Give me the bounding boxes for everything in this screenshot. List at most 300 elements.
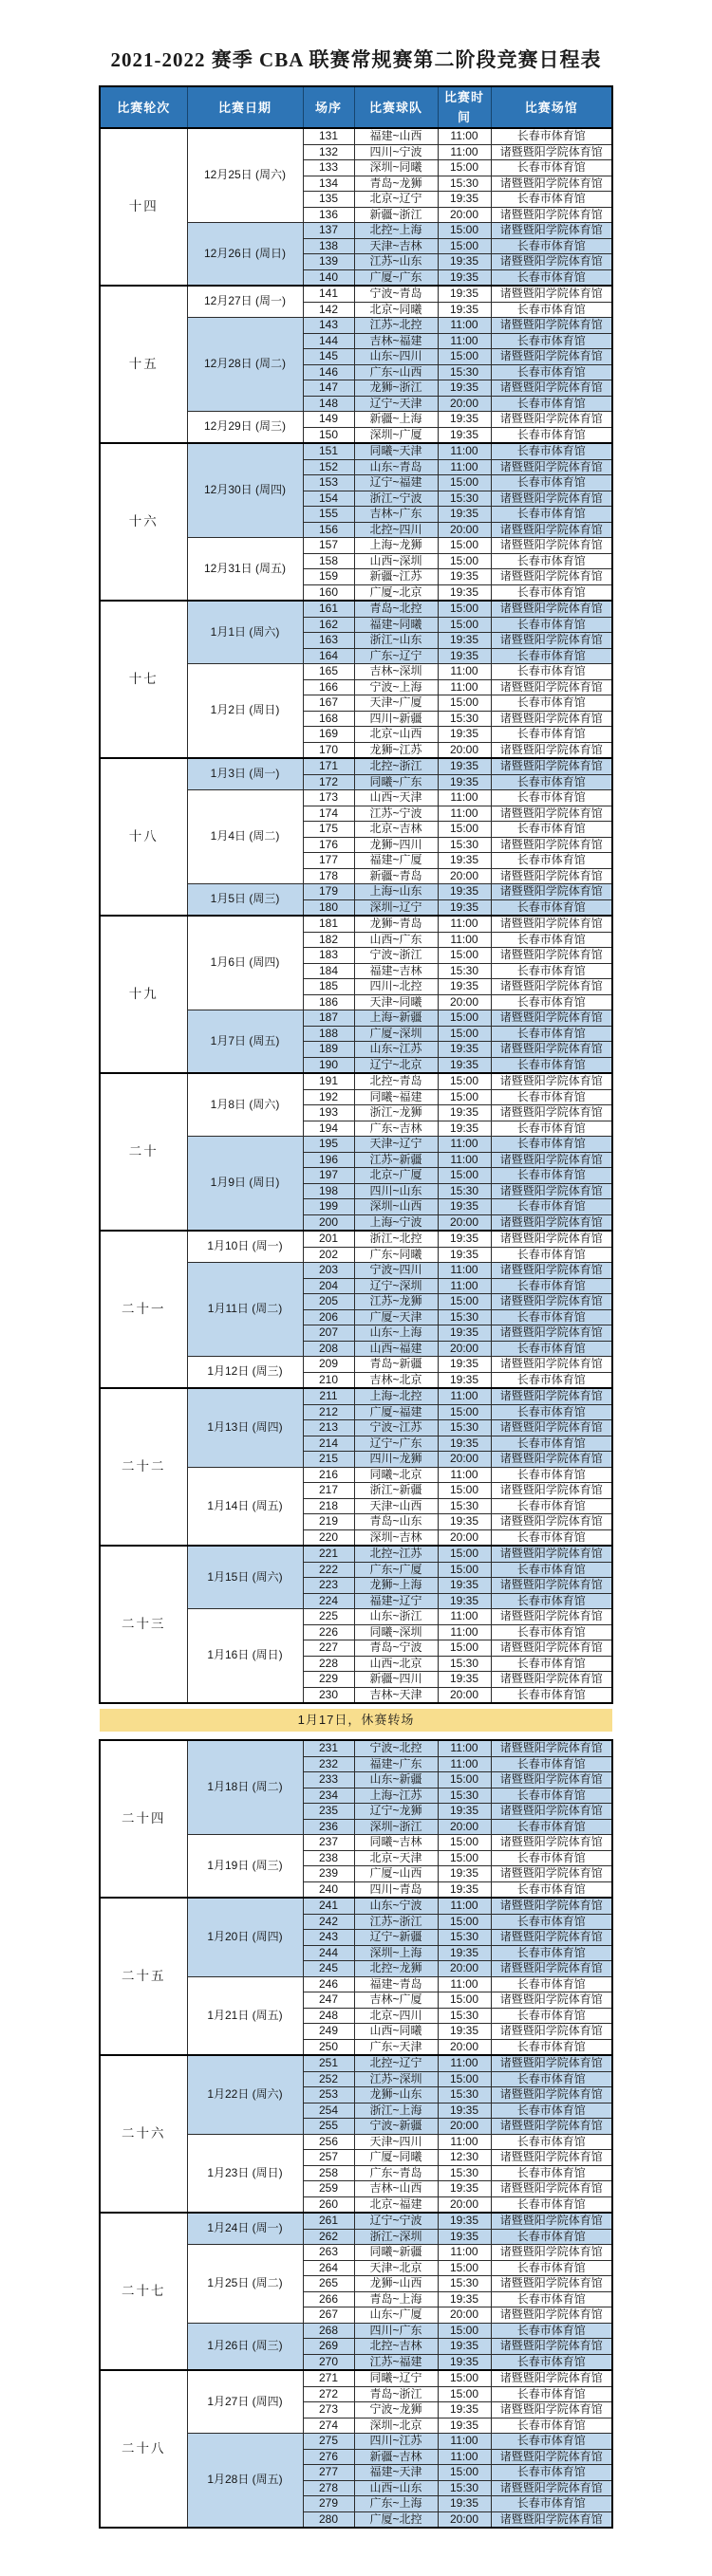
game-venue-cell: 长春市体育馆 xyxy=(491,333,612,349)
game-teams-cell: 江苏~新疆 xyxy=(354,1152,438,1168)
game-time-cell: 19:35 xyxy=(438,427,491,443)
header-row xyxy=(100,86,612,128)
game-venue-cell: 长春市体育馆 xyxy=(491,1089,612,1105)
game-no-cell: 146 xyxy=(303,364,354,380)
game-teams-cell: 浙江~宁波 xyxy=(354,491,438,507)
game-time-cell: 19:35 xyxy=(438,1105,491,1121)
date-cell: 1月28日 (周五) xyxy=(187,2434,303,2529)
game-time-cell: 11:00 xyxy=(438,1278,491,1294)
date-cell: 1月24日 (周一) xyxy=(187,2213,303,2245)
game-venue-cell: 长春市体育馆 xyxy=(491,1121,612,1137)
game-no-cell: 158 xyxy=(303,553,354,569)
game-teams-cell: 山东~新疆 xyxy=(354,1772,438,1788)
game-time-cell: 11:00 xyxy=(438,1609,491,1625)
game-row xyxy=(100,286,612,302)
game-venue-cell: 长春市体育馆 xyxy=(491,899,612,916)
game-no-cell: 229 xyxy=(303,1672,354,1688)
game-time-cell: 11:00 xyxy=(438,664,491,680)
page-title: 2021-2022 赛季 CBA 联赛常规赛第二阶段竞赛日程表 xyxy=(110,48,602,71)
game-teams-cell: 四川~青岛 xyxy=(354,1881,438,1898)
game-time-cell: 11:00 xyxy=(438,1740,491,1756)
game-venue-cell: 诸暨暨阳学院体育馆 xyxy=(491,1672,612,1688)
game-time-cell: 11:00 xyxy=(438,2055,491,2071)
game-venue-cell: 长春市体育馆 xyxy=(491,1819,612,1835)
game-venue-cell: 诸暨暨阳学院体育馆 xyxy=(491,1772,612,1788)
game-teams-cell: 深圳~北京 xyxy=(354,2418,438,2434)
game-venue-cell: 诸暨暨阳学院体育馆 xyxy=(491,1325,612,1342)
date-cell: 1月13日 (周四) xyxy=(187,1388,303,1467)
game-time-cell: 11:00 xyxy=(438,1756,491,1772)
game-time-cell: 15:00 xyxy=(438,1089,491,1105)
round-cell: 二十五 xyxy=(100,1898,187,2055)
game-time-cell: 15:30 xyxy=(438,491,491,507)
game-time-cell: 15:00 xyxy=(438,2370,491,2386)
game-no-cell: 153 xyxy=(303,475,354,491)
game-venue-cell: 诸暨暨阳学院体育馆 xyxy=(491,1992,612,2009)
game-time-cell: 11:00 xyxy=(438,1263,491,1279)
game-no-cell: 187 xyxy=(303,1010,354,1027)
game-teams-cell: 山西~广东 xyxy=(354,932,438,948)
game-teams-cell: 青岛~山东 xyxy=(354,1514,438,1530)
round-cell: 二十四 xyxy=(100,1740,187,1898)
game-no-cell: 203 xyxy=(303,1263,354,1279)
game-time-cell: 11:00 xyxy=(438,333,491,349)
game-venue-cell: 长春市体育馆 xyxy=(491,2071,612,2087)
game-venue-cell: 诸暨暨阳学院体育馆 xyxy=(491,1514,612,1530)
game-row xyxy=(100,1546,612,1562)
game-time-cell: 19:35 xyxy=(438,584,491,601)
game-venue-cell: 诸暨暨阳学院体育馆 xyxy=(491,1105,612,1121)
game-venue-cell: 诸暨暨阳学院体育馆 xyxy=(491,1640,612,1657)
game-venue-cell: 诸暨暨阳学院体育馆 xyxy=(491,948,612,964)
date-cell: 12月26日 (周日) xyxy=(187,223,303,287)
game-no-cell: 199 xyxy=(303,1199,354,1215)
game-venue-cell: 诸暨暨阳学院体育馆 xyxy=(491,522,612,538)
game-teams-cell: 吉林~山西 xyxy=(354,2181,438,2197)
game-no-cell: 198 xyxy=(303,1183,354,1199)
game-no-cell: 135 xyxy=(303,192,354,208)
game-row xyxy=(100,1231,612,1247)
game-time-cell: 19:35 xyxy=(438,192,491,208)
game-time-cell: 19:35 xyxy=(438,2354,491,2370)
game-time-cell: 15:00 xyxy=(438,553,491,569)
game-venue-cell: 长春市体育馆 xyxy=(491,1372,612,1388)
game-no-cell: 209 xyxy=(303,1357,354,1373)
game-teams-cell: 天津~四川 xyxy=(354,2134,438,2150)
date-cell: 12月25日 (周六) xyxy=(187,128,303,223)
game-venue-cell: 长春市体育馆 xyxy=(491,2008,612,2024)
game-teams-cell: 宁波~龙狮 xyxy=(354,2402,438,2418)
game-no-cell: 174 xyxy=(303,806,354,822)
date-cell: 1月12日 (周三) xyxy=(187,1357,303,1389)
game-venue-cell: 长春市体育馆 xyxy=(491,2496,612,2512)
game-venue-cell: 诸暨暨阳学院体育馆 xyxy=(491,459,612,475)
game-no-cell: 165 xyxy=(303,664,354,680)
game-no-cell: 144 xyxy=(303,333,354,349)
game-no-cell: 252 xyxy=(303,2071,354,2087)
game-venue-cell: 长春市体育馆 xyxy=(491,2103,612,2119)
game-teams-cell: 北控~江苏 xyxy=(354,1546,438,1562)
game-no-cell: 142 xyxy=(303,302,354,318)
game-time-cell: 15:00 xyxy=(438,238,491,254)
game-no-cell: 180 xyxy=(303,899,354,916)
game-no-cell: 172 xyxy=(303,774,354,790)
game-teams-cell: 广东~上海 xyxy=(354,2496,438,2512)
round-cell: 十四 xyxy=(100,128,187,286)
game-venue-cell: 诸暨暨阳学院体育馆 xyxy=(491,2119,612,2135)
game-no-cell: 186 xyxy=(303,994,354,1010)
game-row xyxy=(100,1073,612,1089)
game-no-cell: 195 xyxy=(303,1137,354,1153)
game-no-cell: 189 xyxy=(303,1042,354,1058)
game-teams-cell: 辽宁~龙狮 xyxy=(354,1804,438,1820)
game-no-cell: 201 xyxy=(303,1231,354,1247)
game-no-cell: 163 xyxy=(303,633,354,649)
game-teams-cell: 四川~江苏 xyxy=(354,2434,438,2450)
game-venue-cell: 长春市体育馆 xyxy=(491,2039,612,2055)
game-venue-cell: 长春市体育馆 xyxy=(491,192,612,208)
game-teams-cell: 新疆~吉林 xyxy=(354,2449,438,2465)
game-time-cell: 11:00 xyxy=(438,2134,491,2150)
game-teams-cell: 龙狮~青岛 xyxy=(354,916,438,932)
game-no-cell: 231 xyxy=(303,1740,354,1756)
game-no-cell: 210 xyxy=(303,1372,354,1388)
round-cell: 十八 xyxy=(100,758,187,916)
game-time-cell: 19:35 xyxy=(438,1945,491,1961)
game-venue-cell: 诸暨暨阳学院体育馆 xyxy=(491,2511,612,2528)
game-teams-cell: 青岛~浙江 xyxy=(354,2386,438,2402)
game-time-cell: 20:00 xyxy=(438,1819,491,1835)
game-time-cell: 15:00 xyxy=(438,223,491,239)
game-teams-cell: 深圳~广厦 xyxy=(354,427,438,443)
game-no-cell: 223 xyxy=(303,1578,354,1594)
date-cell: 1月20日 (周四) xyxy=(187,1898,303,1976)
game-time-cell: 15:00 xyxy=(438,475,491,491)
game-teams-cell: 上海~龙狮 xyxy=(354,538,438,554)
game-venue-cell: 诸暨暨阳学院体育馆 xyxy=(491,176,612,192)
game-no-cell: 278 xyxy=(303,2480,354,2496)
game-venue-cell: 诸暨暨阳学院体育馆 xyxy=(491,1183,612,1199)
game-time-cell: 15:00 xyxy=(438,822,491,838)
game-time-cell: 15:00 xyxy=(438,948,491,964)
game-venue-cell: 长春市体育馆 xyxy=(491,1247,612,1263)
game-venue-cell: 诸暨暨阳学院体育馆 xyxy=(491,1294,612,1310)
game-teams-cell: 青岛~新疆 xyxy=(354,1357,438,1373)
game-venue-cell: 长春市体育馆 xyxy=(491,1404,612,1420)
game-time-cell: 20:00 xyxy=(438,2307,491,2324)
game-teams-cell: 上海~宁波 xyxy=(354,1214,438,1231)
game-time-cell: 11:00 xyxy=(438,2245,491,2261)
game-venue-cell: 长春市体育馆 xyxy=(491,584,612,601)
game-venue-cell: 长春市体育馆 xyxy=(491,2165,612,2181)
game-teams-cell: 吉林~天津 xyxy=(354,1687,438,1703)
game-teams-cell: 天津~吉林 xyxy=(354,238,438,254)
game-no-cell: 214 xyxy=(303,1436,354,1452)
game-time-cell: 19:35 xyxy=(438,633,491,649)
game-time-cell: 20:00 xyxy=(438,2511,491,2528)
game-no-cell: 133 xyxy=(303,160,354,176)
game-teams-cell: 北京~广厦 xyxy=(354,1168,438,1184)
game-teams-cell: 青岛~北控 xyxy=(354,601,438,617)
game-teams-cell: 宁波~上海 xyxy=(354,679,438,695)
game-teams-cell: 江苏~福建 xyxy=(354,2354,438,2370)
game-teams-cell: 辽宁~深圳 xyxy=(354,1278,438,1294)
game-teams-cell: 辽宁~新疆 xyxy=(354,1930,438,1946)
game-venue-cell: 长春市体育馆 xyxy=(491,1687,612,1703)
game-no-cell: 269 xyxy=(303,2339,354,2355)
game-teams-cell: 山东~宁波 xyxy=(354,1898,438,1914)
game-teams-cell: 北控~龙狮 xyxy=(354,1961,438,1977)
game-time-cell: 19:35 xyxy=(438,507,491,523)
game-row xyxy=(100,2213,612,2229)
date-cell: 1月19日 (周三) xyxy=(187,1835,303,1899)
game-teams-cell: 北京~福建 xyxy=(354,2196,438,2213)
game-no-cell: 164 xyxy=(303,648,354,664)
game-time-cell: 15:00 xyxy=(438,601,491,617)
game-venue-cell: 诸暨暨阳学院体育馆 xyxy=(491,1388,612,1404)
game-venue-cell: 诸暨暨阳学院体育馆 xyxy=(491,286,612,302)
game-time-cell: 15:30 xyxy=(438,2008,491,2024)
column-header: 比赛时间 xyxy=(438,86,491,128)
game-venue-cell: 长春市体育馆 xyxy=(491,1788,612,1804)
game-no-cell: 224 xyxy=(303,1593,354,1609)
game-teams-cell: 北京~四川 xyxy=(354,2008,438,2024)
game-teams-cell: 吉林~福建 xyxy=(354,333,438,349)
game-no-cell: 154 xyxy=(303,491,354,507)
game-no-cell: 161 xyxy=(303,601,354,617)
game-time-cell: 15:30 xyxy=(438,364,491,380)
game-venue-cell: 诸暨暨阳学院体育馆 xyxy=(491,2055,612,2071)
game-no-cell: 248 xyxy=(303,2008,354,2024)
game-venue-cell: 诸暨暨阳学院体育馆 xyxy=(491,2339,612,2355)
round-cell: 二十八 xyxy=(100,2370,187,2528)
game-teams-cell: 龙狮~山东 xyxy=(354,2087,438,2103)
game-no-cell: 205 xyxy=(303,1294,354,1310)
game-time-cell: 15:00 xyxy=(438,2465,491,2481)
game-teams-cell: 江苏~宁波 xyxy=(354,806,438,822)
game-no-cell: 254 xyxy=(303,2103,354,2119)
game-venue-cell: 长春市体育馆 xyxy=(491,2134,612,2150)
game-time-cell: 11:00 xyxy=(438,1898,491,1914)
date-cell: 12月27日 (周一) xyxy=(187,286,303,318)
game-venue-cell: 诸暨暨阳学院体育馆 xyxy=(491,1961,612,1977)
game-time-cell: 15:00 xyxy=(438,1483,491,1499)
game-time-cell: 11:00 xyxy=(438,1152,491,1168)
game-time-cell: 15:30 xyxy=(438,837,491,853)
game-teams-cell: 山东~江苏 xyxy=(354,1042,438,1058)
game-time-cell: 15:30 xyxy=(438,1498,491,1514)
game-teams-cell: 江苏~龙狮 xyxy=(354,1294,438,1310)
game-venue-cell: 诸暨暨阳学院体育馆 xyxy=(491,1609,612,1625)
game-teams-cell: 宁波~新疆 xyxy=(354,2119,438,2135)
date-cell: 1月5日 (周三) xyxy=(187,884,303,917)
game-teams-cell: 同曦~广东 xyxy=(354,774,438,790)
game-venue-cell: 诸暨暨阳学院体育馆 xyxy=(491,1483,612,1499)
game-no-cell: 280 xyxy=(303,2511,354,2528)
game-time-cell: 15:30 xyxy=(438,176,491,192)
date-cell: 1月14日 (周五) xyxy=(187,1467,303,1546)
game-venue-cell: 诸暨暨阳学院体育馆 xyxy=(491,916,612,932)
game-no-cell: 178 xyxy=(303,868,354,884)
game-no-cell: 151 xyxy=(303,443,354,459)
game-teams-cell: 北控~青岛 xyxy=(354,1073,438,1089)
column-header: 比赛轮次 xyxy=(100,86,187,128)
round-cell: 十五 xyxy=(100,286,187,443)
game-no-cell: 175 xyxy=(303,822,354,838)
date-cell: 1月21日 (周五) xyxy=(187,1976,303,2055)
game-teams-cell: 广厦~北控 xyxy=(354,2511,438,2528)
game-teams-cell: 宁波~浙江 xyxy=(354,948,438,964)
game-venue-cell: 诸暨暨阳学院体育馆 xyxy=(491,1214,612,1231)
game-no-cell: 225 xyxy=(303,1609,354,1625)
date-cell: 12月29日 (周三) xyxy=(187,412,303,444)
game-no-cell: 217 xyxy=(303,1483,354,1499)
game-teams-cell: 辽宁~广东 xyxy=(354,1436,438,1452)
game-time-cell: 15:30 xyxy=(438,2087,491,2103)
game-venue-cell: 长春市体育馆 xyxy=(491,364,612,380)
game-time-cell: 19:35 xyxy=(438,1672,491,1688)
game-no-cell: 182 xyxy=(303,932,354,948)
game-time-cell: 20:00 xyxy=(438,2196,491,2213)
game-no-cell: 277 xyxy=(303,2465,354,2481)
game-time-cell: 20:00 xyxy=(438,742,491,758)
game-time-cell: 15:00 xyxy=(438,1026,491,1042)
game-teams-cell: 山西~同曦 xyxy=(354,2024,438,2040)
date-cell: 1月3日 (周一) xyxy=(187,758,303,790)
game-teams-cell: 四川~龙狮 xyxy=(354,1452,438,1468)
game-no-cell: 279 xyxy=(303,2496,354,2512)
game-teams-cell: 山西~天津 xyxy=(354,790,438,806)
game-venue-cell: 长春市体育馆 xyxy=(491,2354,612,2370)
game-teams-cell: 天津~广厦 xyxy=(354,695,438,712)
game-teams-cell: 山西~深圳 xyxy=(354,553,438,569)
game-venue-cell: 诸暨暨阳学院体育馆 xyxy=(491,1152,612,1168)
game-venue-cell: 诸暨暨阳学院体育馆 xyxy=(491,679,612,695)
game-no-cell: 145 xyxy=(303,349,354,365)
game-no-cell: 204 xyxy=(303,1278,354,1294)
game-teams-cell: 广厦~广东 xyxy=(354,269,438,286)
game-teams-cell: 上海~江苏 xyxy=(354,1788,438,1804)
game-no-cell: 276 xyxy=(303,2449,354,2465)
game-no-cell: 148 xyxy=(303,396,354,412)
round-cell: 二十七 xyxy=(100,2213,187,2370)
game-venue-cell: 诸暨暨阳学院体育馆 xyxy=(491,1866,612,1882)
date-cell: 1月27日 (周四) xyxy=(187,2370,303,2434)
game-no-cell: 253 xyxy=(303,2087,354,2103)
game-teams-cell: 深圳~山西 xyxy=(354,1199,438,1215)
game-teams-cell: 广东~广厦 xyxy=(354,1562,438,1578)
game-teams-cell: 龙狮~江苏 xyxy=(354,742,438,758)
game-time-cell: 19:35 xyxy=(438,1042,491,1058)
game-no-cell: 208 xyxy=(303,1341,354,1357)
game-no-cell: 238 xyxy=(303,1850,354,1866)
date-cell: 1月15日 (周六) xyxy=(187,1546,303,1609)
game-venue-cell: 长春市体育馆 xyxy=(491,1278,612,1294)
game-venue-cell: 诸暨暨阳学院体育馆 xyxy=(491,742,612,758)
game-venue-cell: 长春市体育馆 xyxy=(491,1341,612,1357)
game-venue-cell: 长春市体育馆 xyxy=(491,1309,612,1325)
game-time-cell: 15:30 xyxy=(438,2276,491,2292)
game-teams-cell: 吉林~深圳 xyxy=(354,664,438,680)
game-no-cell: 260 xyxy=(303,2196,354,2213)
game-venue-cell: 长春市体育馆 xyxy=(491,1436,612,1452)
game-venue-cell: 诸暨暨阳学院体育馆 xyxy=(491,380,612,397)
round-cell: 二十二 xyxy=(100,1388,187,1546)
game-time-cell: 19:35 xyxy=(438,1593,491,1609)
game-time-cell: 19:35 xyxy=(438,254,491,270)
game-no-cell: 222 xyxy=(303,1562,354,1578)
game-venue-cell: 长春市体育馆 xyxy=(491,1945,612,1961)
date-cell: 12月28日 (周二) xyxy=(187,318,303,412)
game-no-cell: 211 xyxy=(303,1388,354,1404)
game-teams-cell: 同曦~天津 xyxy=(354,443,438,459)
game-no-cell: 181 xyxy=(303,916,354,932)
game-teams-cell: 深圳~浙江 xyxy=(354,1819,438,1835)
game-time-cell: 19:35 xyxy=(438,2402,491,2418)
game-time-cell: 15:00 xyxy=(438,1010,491,1027)
game-venue-cell: 诸暨暨阳学院体育馆 xyxy=(491,2150,612,2166)
game-time-cell: 20:00 xyxy=(438,1529,491,1546)
game-no-cell: 190 xyxy=(303,1057,354,1073)
game-no-cell: 267 xyxy=(303,2307,354,2324)
game-time-cell: 19:35 xyxy=(438,1881,491,1898)
game-no-cell: 228 xyxy=(303,1656,354,1672)
game-no-cell: 268 xyxy=(303,2323,354,2339)
game-teams-cell: 广东~青岛 xyxy=(354,2165,438,2181)
game-time-cell: 19:35 xyxy=(438,1231,491,1247)
game-time-cell: 11:00 xyxy=(438,443,491,459)
game-teams-cell: 北控~四川 xyxy=(354,522,438,538)
game-no-cell: 274 xyxy=(303,2418,354,2434)
game-teams-cell: 深圳~辽宁 xyxy=(354,899,438,916)
game-no-cell: 226 xyxy=(303,1624,354,1640)
game-venue-cell: 长春市体育馆 xyxy=(491,1593,612,1609)
column-header: 场序 xyxy=(303,86,354,128)
game-teams-cell: 深圳~上海 xyxy=(354,1945,438,1961)
game-venue-cell: 诸暨暨阳学院体育馆 xyxy=(491,979,612,995)
game-time-cell: 19:35 xyxy=(438,2339,491,2355)
game-teams-cell: 龙狮~浙江 xyxy=(354,380,438,397)
game-time-cell: 19:35 xyxy=(438,2103,491,2119)
game-time-cell: 19:35 xyxy=(438,269,491,286)
game-teams-cell: 浙江~北控 xyxy=(354,1231,438,1247)
game-time-cell: 11:00 xyxy=(438,1976,491,1992)
game-time-cell: 11:00 xyxy=(438,318,491,334)
game-venue-cell: 长春市体育馆 xyxy=(491,1137,612,1153)
game-time-cell: 20:00 xyxy=(438,2039,491,2055)
game-no-cell: 218 xyxy=(303,1498,354,1514)
game-row xyxy=(100,443,612,459)
game-teams-cell: 新疆~青岛 xyxy=(354,868,438,884)
game-venue-cell: 长春市体育馆 xyxy=(491,302,612,318)
game-venue-cell: 长春市体育馆 xyxy=(491,1850,612,1866)
game-teams-cell: 山东~青岛 xyxy=(354,459,438,475)
game-venue-cell: 诸暨暨阳学院体育馆 xyxy=(491,711,612,727)
game-time-cell: 20:00 xyxy=(438,2119,491,2135)
date-cell: 1月6日 (周四) xyxy=(187,916,303,1010)
game-no-cell: 259 xyxy=(303,2181,354,2197)
game-teams-cell: 浙江~山东 xyxy=(354,633,438,649)
game-venue-cell: 长春市体育馆 xyxy=(491,443,612,459)
game-teams-cell: 浙江~上海 xyxy=(354,2103,438,2119)
game-teams-cell: 宁波~北控 xyxy=(354,1740,438,1756)
game-teams-cell: 江苏~山东 xyxy=(354,254,438,270)
game-venue-cell: 长春市体育馆 xyxy=(491,2196,612,2213)
game-no-cell: 157 xyxy=(303,538,354,554)
game-venue-cell: 诸暨暨阳学院体育馆 xyxy=(491,2402,612,2418)
game-venue-cell: 长春市体育馆 xyxy=(491,2465,612,2481)
game-venue-cell: 长春市体育馆 xyxy=(491,1976,612,1992)
